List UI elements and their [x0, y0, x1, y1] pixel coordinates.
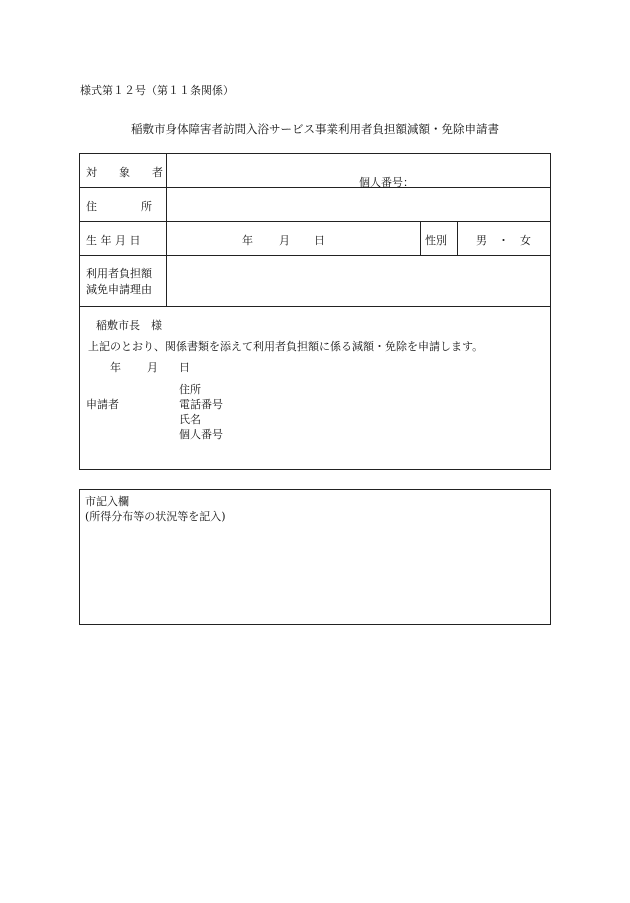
row-divider: [80, 255, 550, 256]
personal-number-field[interactable]: [410, 168, 550, 184]
address-label: 住 所: [86, 200, 152, 213]
applicant-name-label: 氏名: [179, 413, 201, 426]
row-divider: [80, 221, 550, 222]
city-notes-subtitle: (所得分布等の状況等を記入): [85, 510, 226, 523]
reason-field[interactable]: [170, 258, 548, 303]
gender-label: 性別: [425, 234, 447, 247]
application-statement: 上記のとおり、関係書類を添えて利用者負担額に係る減額・免除を申請します。: [88, 340, 484, 353]
application-month-label: 月: [147, 361, 158, 374]
reason-label-line1: 利用者負担額: [86, 267, 152, 280]
gender-value-divider: [457, 221, 458, 255]
row-divider: [80, 306, 550, 307]
city-notes-field[interactable]: [84, 526, 546, 620]
applicant-phone-label: 電話番号: [179, 398, 223, 411]
birth-month-label: 月: [279, 234, 290, 247]
subject-label: 対 象 者: [86, 166, 163, 179]
city-notes-box: [79, 489, 551, 625]
document-title: 稲敷市身体障害者訪問入浴サービス事業利用者負担額減額・免除申請書: [131, 122, 499, 136]
applicant-personal-number-label: 個人番号: [179, 428, 223, 441]
birth-year-label: 年: [242, 234, 253, 247]
city-notes-title: 市記入欄: [85, 495, 129, 508]
gender-column-divider: [420, 221, 421, 255]
label-column-divider: [166, 154, 167, 306]
addressee: 稲敷市長 様: [96, 319, 162, 332]
application-day-label: 日: [179, 361, 190, 374]
reason-label-line2: 減免申請理由: [86, 283, 152, 296]
birth-day-label: 日: [314, 234, 325, 247]
applicant-address-label: 住所: [179, 383, 201, 396]
birthdate-label: 生 年 月 日: [86, 234, 141, 247]
row-divider: [80, 187, 550, 188]
address-field[interactable]: [170, 190, 548, 218]
gender-options[interactable]: 男 ・ 女: [476, 234, 531, 247]
application-table: [79, 153, 551, 470]
application-year-label: 年: [110, 361, 121, 374]
form-id: 様式第１２号（第１１条関係）: [80, 84, 234, 97]
personal-number-label: 個人番号：: [359, 176, 414, 189]
applicant-label: 申請者: [86, 398, 119, 411]
